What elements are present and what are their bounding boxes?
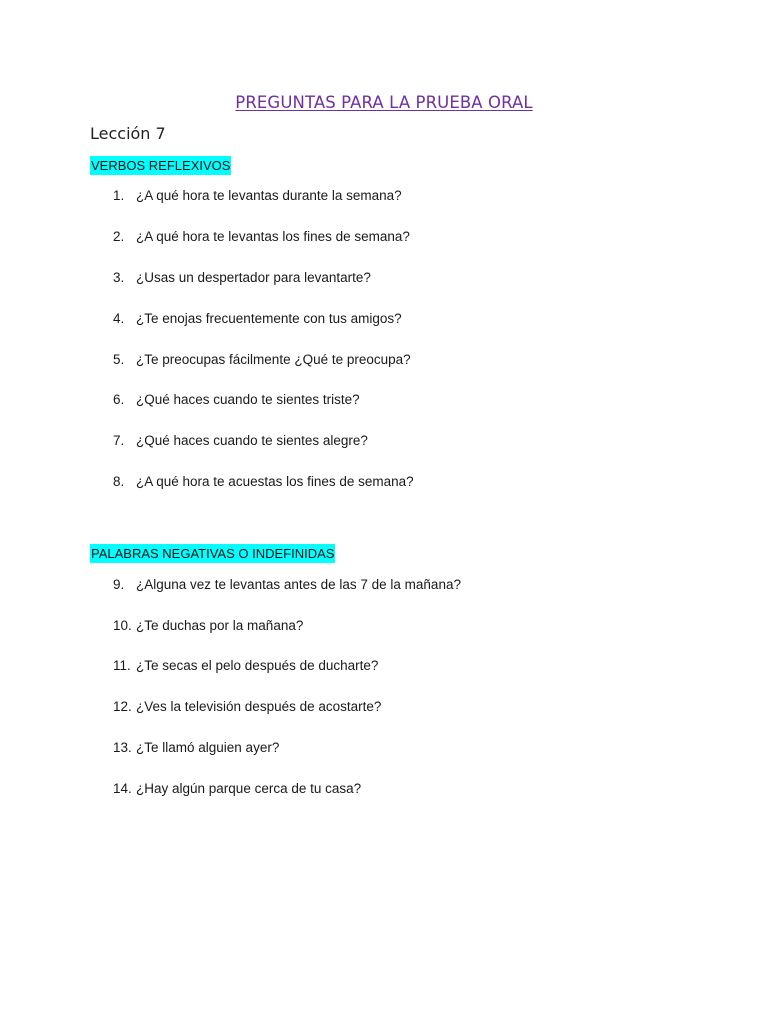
question-text: ¿Te preocupas fácilmente ¿Qué te preocupa?: [136, 352, 411, 367]
question-number: 3.: [113, 270, 125, 285]
question-number: 8.: [113, 474, 125, 489]
question-text: ¿Te enojas frecuentemente con tus amigos?: [136, 311, 402, 326]
question-number: 7.: [113, 433, 125, 448]
question-text: ¿Te llamó alguien ayer?: [136, 740, 280, 755]
question-text: ¿A qué hora te acuestas los fines de semana?: [136, 474, 414, 489]
question-number: 12.: [113, 699, 132, 714]
question-number: 14.: [113, 781, 132, 796]
question-number: 4.: [113, 311, 125, 326]
document-title: PREGUNTAS PARA LA PRUEBA ORAL: [235, 93, 533, 112]
question-text: ¿Usas un despertador para levantarte?: [136, 270, 371, 285]
question-text: ¿Alguna vez te levantas antes de las 7 de la mañana?: [136, 577, 461, 592]
question-number: 5.: [113, 352, 125, 367]
section-heading-negative-words: PALABRAS NEGATIVAS O INDEFINIDAS: [91, 546, 335, 561]
question-text: ¿Hay algún parque cerca de tu casa?: [136, 781, 362, 796]
section-heading-reflexive-verbs: VERBOS REFLEXIVOS: [91, 158, 231, 173]
question-text: ¿Te secas el pelo después de ducharte?: [136, 658, 379, 673]
question-text: ¿A qué hora te levantas los fines de semana?: [136, 229, 410, 244]
question-number: 9.: [113, 577, 125, 592]
question-text: ¿A qué hora te levantas durante la semana?: [136, 188, 402, 203]
lesson-heading: Lección 7: [90, 124, 166, 143]
question-text: ¿Ves la televisión después de acostarte?: [136, 699, 382, 714]
question-number: 10.: [113, 618, 132, 633]
question-number: 6.: [113, 392, 125, 407]
question-text: ¿Qué haces cuando te sientes alegre?: [136, 433, 368, 448]
question-number: 1.: [113, 188, 125, 203]
question-text: ¿Te duchas por la mañana?: [136, 618, 304, 633]
question-number: 11.: [113, 658, 131, 673]
question-number: 2.: [113, 229, 125, 244]
question-text: ¿Qué haces cuando te sientes triste?: [136, 392, 360, 407]
question-number: 13.: [113, 740, 132, 755]
